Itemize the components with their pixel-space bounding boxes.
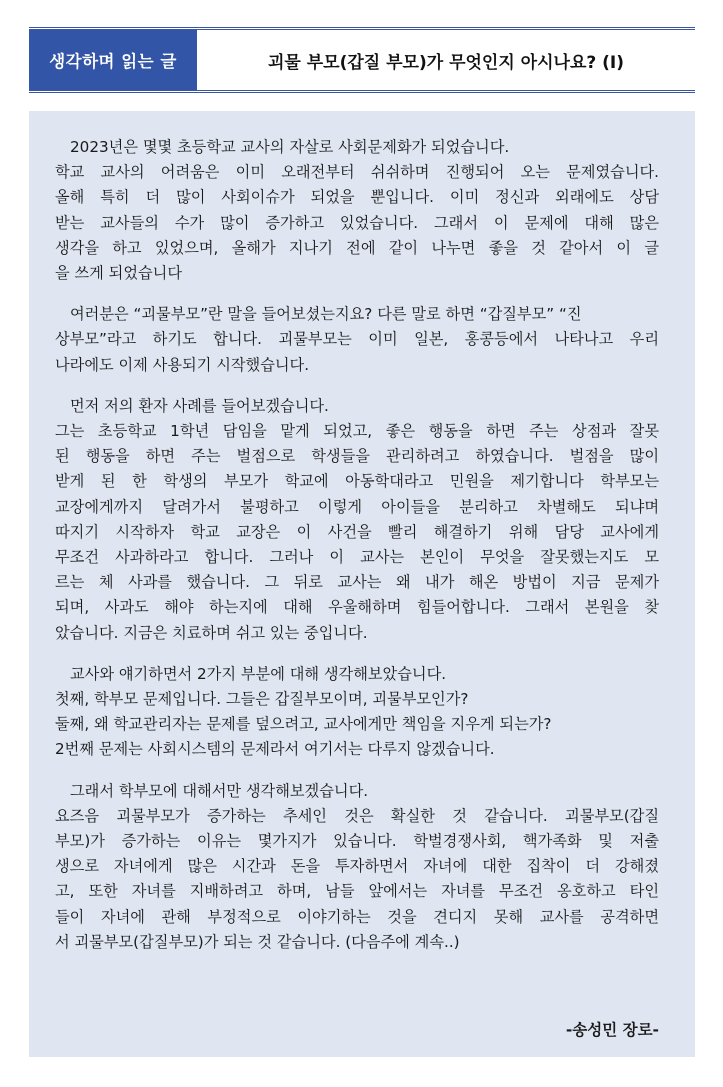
paragraph-line: 먼저 저의 환자 사례를 들어보겠습니다. [70,396,329,415]
paragraph-line: 2023년은 몇몇 초등학교 교사의 자살로 사회문제화가 되었습니다. [70,138,510,156]
paragraph-line: 올해 특히 더 많이 사회이슈가 되었을 뿐입니다. 이미 정신과 외래에도 상담 [55,188,659,207]
paragraph-line: 따지기 시작하자 학교 교장은 이 사건을 빨리 해결하기 위해 담당 교사에게 [55,522,659,541]
paragraph [55,302,659,378]
paragraph-line: 르는 체 사과를 했습니다. 그 뒤로 교사는 왜 내가 해온 방법이 지금 문제가 [55,573,659,592]
paragraph-line: 서 괴물부모(갑질부모)가 되는 것 같습니다. (다음주에 계속..) [55,932,460,951]
paragraph-line: 을 쓰게 되었습니다 [55,264,183,283]
article-body [29,111,695,1057]
paragraph-line: 부모)가 증가하는 이유는 몇가지가 있습니다. 학벌경쟁사회, 핵가족화 및 저출 [55,832,659,851]
paragraph-line: 첫째, 학부모 문제입니다. 그들은 갑질부모이며, 괴물부모인가? [55,690,469,709]
paragraph-line: 그래서 학부모에 대해서만 생각해보겠습니다. [70,781,369,800]
paragraph-line: 요즈음 괴물부모가 증가하는 추세인 것은 확실한 것 같습니다. 괴물부모(갑질 [55,806,659,825]
paragraph [55,394,659,646]
paragraph-line: 학교 교사의 어려움은 이미 오래전부터 쉬쉬하며 진행되어 오는 문제였습니다. [55,163,659,182]
paragraph-line: 받는 교사들의 수가 많이 증가하고 있었습니다. 그래서 이 문제에 대해 많은 [55,213,659,232]
paragraph-line: 되며, 사과도 해야 하는지에 대해 우울해하며 힘들어합니다. 그래서 본원을 찾 [55,598,659,617]
paragraph-line: 나라에도 이제 사용되기 시작했습니다. [55,355,310,374]
paragraph [55,662,659,763]
column-tag: 생각하며 읽는 글 [29,30,197,90]
paragraph [55,135,659,286]
paragraph-line: 상부모”라고 하기도 합니다. 괴물부모는 이미 일본, 홍콩등에서 나타나고 우리 [55,330,659,349]
author-signature: -송성민 장로- [565,1020,659,1039]
paragraph-line: 2번째 문제는 사회시스템의 문제라서 여기서는 다루지 않겠습니다. [55,740,495,759]
paragraph-line: 생으로 자녀에게 많은 시간과 돈을 투자하면서 자녀에 대한 집착이 더 강해졌 [55,857,659,876]
paragraph-line: 았습니다. 지금은 치료하며 쉬고 있는 중입니다. [55,623,368,642]
paragraph-line: 무조건 사과하라고 합니다. 그러나 이 교사는 본인이 무엇을 잘못했는지도 모 [55,548,659,567]
paragraph-line: 들이 자녀에 관해 부정적으로 이야기하는 것을 견디지 못해 교사를 공격하면 [55,907,659,926]
article-header [29,27,695,93]
paragraph-line: 둘째, 왜 학교관리자는 문제를 덮으려고, 교사에게만 책임을 지우게 되는가? [55,715,552,734]
paragraph-line: 된 행동을 하면 주는 벌점으로 학생들을 관리하려고 하였습니다. 벌점을 많이 [55,447,659,466]
paragraph-line: 교사와 얘기하면서 2가지 부분에 대해 생각해보았습니다. [70,664,447,683]
paragraph-line: 교장에게까지 달려가서 불평하고 이렇게 아이들을 분리하고 차별해도 되냐며 [55,497,659,516]
paragraph-line: 여러분은 “괴물부모”란 말을 들어보셨는지요? 다른 말로 하면 “갑질부모” “진 [70,305,582,324]
article-title: 괴물 부모(갑질 부모)가 무엇인지 아시나요? (I) [267,52,625,73]
paragraph-line: 생각을 하고 있었으며, 올해가 지나기 전에 같이 나누면 좋을 것 같아서 이 글 [55,238,659,257]
paragraph-line: 그는 초등학교 1학년 담임을 맡게 되었고, 좋은 행동을 하면 주는 상점과 잘못 [55,422,659,441]
paragraph [55,779,659,955]
paragraph-line: 고, 또한 자녀를 지배하려고 하며, 남들 앞에서는 자녀를 무조건 옹호하고 타인 [55,882,659,901]
paragraph-line: 받게 된 한 학생의 부모가 학교에 아동학대라고 민원을 제기합니다 학부모는 [55,472,659,491]
